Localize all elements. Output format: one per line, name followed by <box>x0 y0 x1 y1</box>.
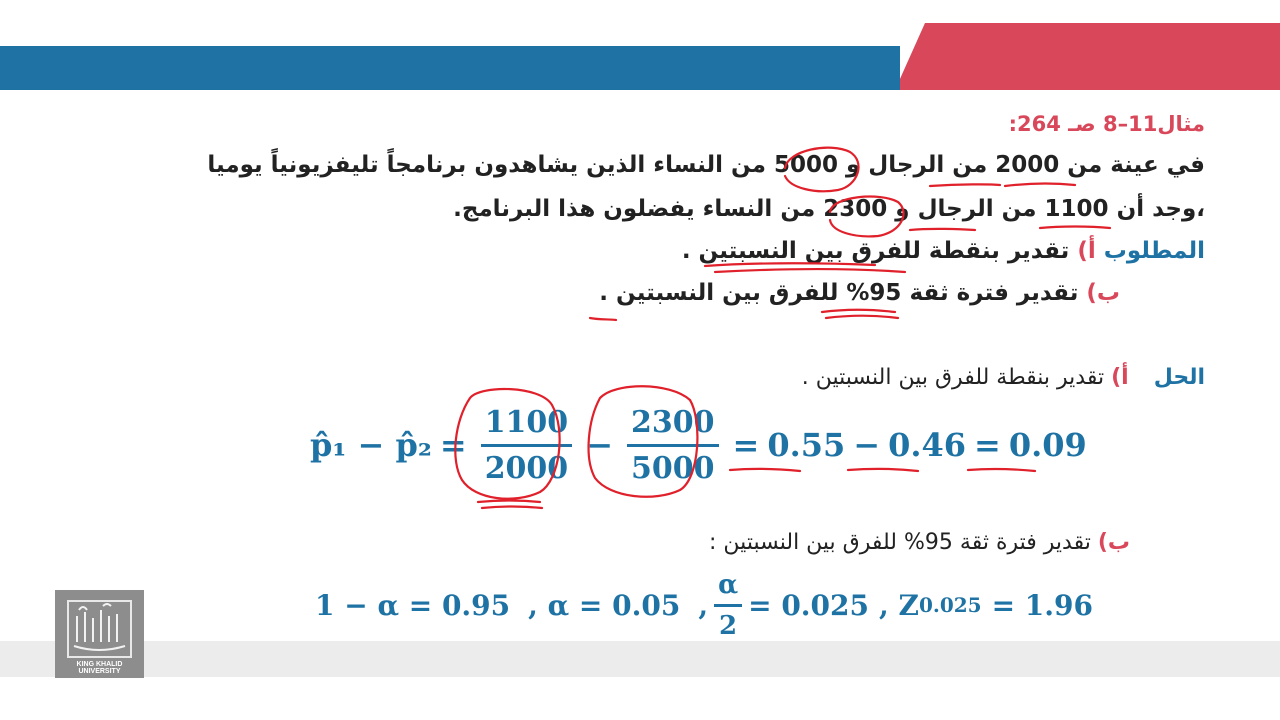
part-b-text: تقدير فترة ثقة 95% للفرق بين النسبتين . <box>599 280 1079 306</box>
eq1-result: 0.09 <box>1008 426 1087 464</box>
eq2-term-3: = 0.025 <box>748 588 869 622</box>
eq2-term-4: = 1.96 <box>991 588 1093 622</box>
underline-part-b <box>590 318 616 320</box>
part-a-text: تقدير بنقطة للفرق بين النسبتين . <box>681 238 1070 264</box>
underline-men-1 <box>930 184 1000 186</box>
eq1-frac2-den: 5000 <box>631 450 715 486</box>
required-label: المطلوب <box>1103 238 1205 264</box>
eq1-lhs: p̂₁ − p̂₂ <box>310 426 432 464</box>
circle-2300 <box>830 197 904 237</box>
underline-046 <box>848 469 918 471</box>
underline-1100 <box>1040 227 1110 229</box>
underline-women <box>910 229 975 230</box>
eq1-frac1-num: 1100 <box>481 405 573 447</box>
solution-part-b-marker: ب) <box>1097 530 1130 555</box>
underline-055 <box>730 469 800 471</box>
circle-5000 <box>785 148 859 192</box>
confidence-parameters-equation: 1 − α = 0.95 , α = 0.05 , $\frac{\alpha}{2}$ = 0.025 , Z 0.025 = 1.96 <box>315 569 1093 641</box>
underline-fraction-men <box>478 501 542 509</box>
eq1-value-1: 0.55 <box>767 426 846 464</box>
eq2-frac-num: α <box>714 570 742 607</box>
example-heading: مثال11–8 صـ 264: <box>1008 112 1205 136</box>
eq2-frac-den: 2 <box>719 610 738 641</box>
solution-part-b-text: تقدير فترة ثقة 95% للفرق بين النسبتين : <box>709 530 1091 555</box>
eq1-frac2-num: 2300 <box>627 405 719 447</box>
part-a-marker: أ) <box>1077 238 1096 264</box>
eq1-frac1-den: 2000 <box>484 450 569 486</box>
problem-line-1: في عينة من 2000 من الرجال و 5000 من النساء الذين يشاهدون برنامجاً تليفزيونياً يوميا <box>207 152 1205 178</box>
eq2-term-2: , α = 0.05 <box>528 588 681 622</box>
underline-95 <box>822 310 898 318</box>
eq1-value-2: 0.46 <box>888 426 966 464</box>
solution-label: الحل <box>1153 365 1205 390</box>
solution-part-a-marker: أ) <box>1111 365 1129 390</box>
eq2-term-1: 1 − α = 0.95 <box>315 588 511 622</box>
solution-part-a-text: تقدير بنقطة للفرق بين النسبتين . <box>801 365 1105 390</box>
eq2-z-sub: 0.025 <box>918 593 982 617</box>
eq2-z-base: , Z <box>879 588 919 622</box>
problem-line-2: ،وجد أن 1100 من الرجال و 2300 من النساء يفضلون هذا البرنامج. <box>453 196 1205 222</box>
part-b-marker: ب) <box>1086 280 1120 306</box>
circle-fraction-women <box>589 386 698 497</box>
logo-caption: KING KHALID UNIVERSITY <box>76 661 123 675</box>
underline-009 <box>968 469 1035 471</box>
point-estimate-equation: p̂₁ − p̂₂ = $\frac{1100}{2000}$ − $\frac{2300}{5000}$ = 0.55 − 0.46 = 0.09 <box>310 404 1087 486</box>
circle-fraction-men <box>455 389 559 499</box>
underline-part-a <box>705 263 905 272</box>
underline-2000 <box>1005 184 1075 186</box>
